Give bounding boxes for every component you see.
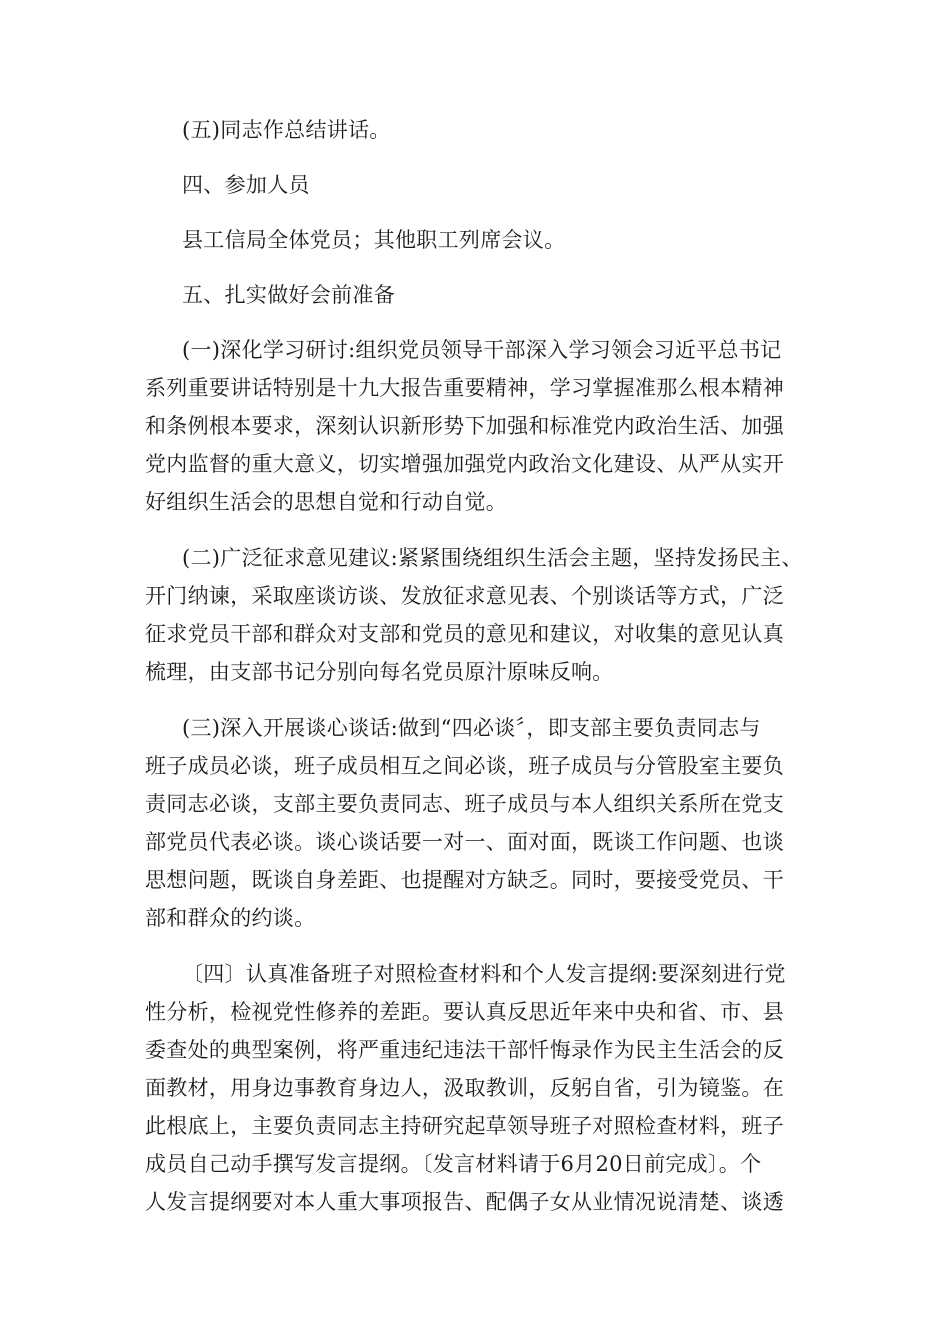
paragraph-materials-line-3: 委查处的典型案例，将严重违纪违法干部忏悔录作为民主生活会的反 [145, 1038, 784, 1062]
paragraph-study-line-2: 系列重要讲话特别是十九大报告重要精神，学习掌握准那么根本精神 [145, 376, 784, 400]
paragraph-opinions-line-3: 征求党员干部和群众对支部和党员的意见和建议，对收集的意见认真 [145, 622, 784, 646]
paragraph-opinions-line-2: 开门纳谏，采取座谈访谈、发放征求意见表、个别谈话等方式，广泛 [145, 584, 784, 608]
section-heading-preparation: 五、扎实做好会前准备 [182, 283, 395, 307]
participants-text: 县工信局全体党员；其他职工列席会议。 [182, 228, 566, 252]
paragraph-materials-line-5: 此根底上，主要负责同志主持研究起草领导班子对照检查材料，班子 [145, 1114, 784, 1138]
paragraph-talks-line-1: (三)深入开展谈心谈话:做到“四必谈〞，即支部主要负责同志与 [182, 716, 761, 740]
paragraph-study-line-3: 和条例根本要求，深刻认识新形势下加强和标准党内政治生活、加强 [145, 414, 784, 438]
paragraph-materials-line-2: 性分析，检视党性修养的差距。要认真反思近年来中央和省、市、县 [145, 1000, 784, 1024]
paragraph-materials-line-7: 人发言提纲要对本人重大事项报告、配偶子女从业情况说清楚、谈透 [145, 1190, 784, 1214]
paragraph-study-line-5: 好组织生活会的思想自觉和行动自觉。 [145, 490, 508, 514]
paragraph-materials-line-4: 面教材，用身边事教育身边人，汲取教训，反躬自省，引为镜鉴。在 [145, 1076, 784, 1100]
document-body [145, 0, 805, 1344]
section-heading-participants: 四、参加人员 [182, 173, 310, 197]
paragraph-talks-line-2: 班子成员必谈，班子成员相互之间必谈，班子成员与分管股室主要负 [145, 754, 784, 778]
paragraph-opinions-line-1: (二)广泛征求意见建议:紧紧围绕组织生活会主题，坚持发扬民主、 [182, 546, 803, 570]
paragraph-study-line-1: (一)深化学习研讨:组织党员领导干部深入学习领会习近平总书记 [182, 338, 782, 362]
paragraph-talks-line-4: 部党员代表必谈。谈心谈话要一对一、面对面，既谈工作问题、也谈 [145, 830, 784, 854]
item-five-summary-speech: (五)同志作总结讲话。 [182, 118, 391, 142]
paragraph-study-line-4: 党内监督的重大意义，切实增强加强党内政治文化建设、从严从实开 [145, 452, 784, 476]
paragraph-materials-line-6: 成员自己动手撰写发言提纲。〔发言材料请于6月20日前完成〕。个 [145, 1152, 762, 1176]
paragraph-talks-line-3: 责同志必谈，支部主要负责同志、班子成员与本人组织关系所在党支 [145, 792, 784, 816]
paragraph-talks-line-6: 部和群众的约谈。 [145, 906, 316, 930]
paragraph-materials-line-1: 〔四〕认真准备班子对照检查材料和个人发言提纲:要深刻进行党 [182, 962, 786, 986]
paragraph-talks-line-5: 思想问题，既谈自身差距、也提醒对方缺乏。同时，要接受党员、干 [145, 868, 784, 892]
paragraph-opinions-line-4: 梳理，由支部书记分别向每名党员原汁原味反响。 [145, 660, 614, 684]
